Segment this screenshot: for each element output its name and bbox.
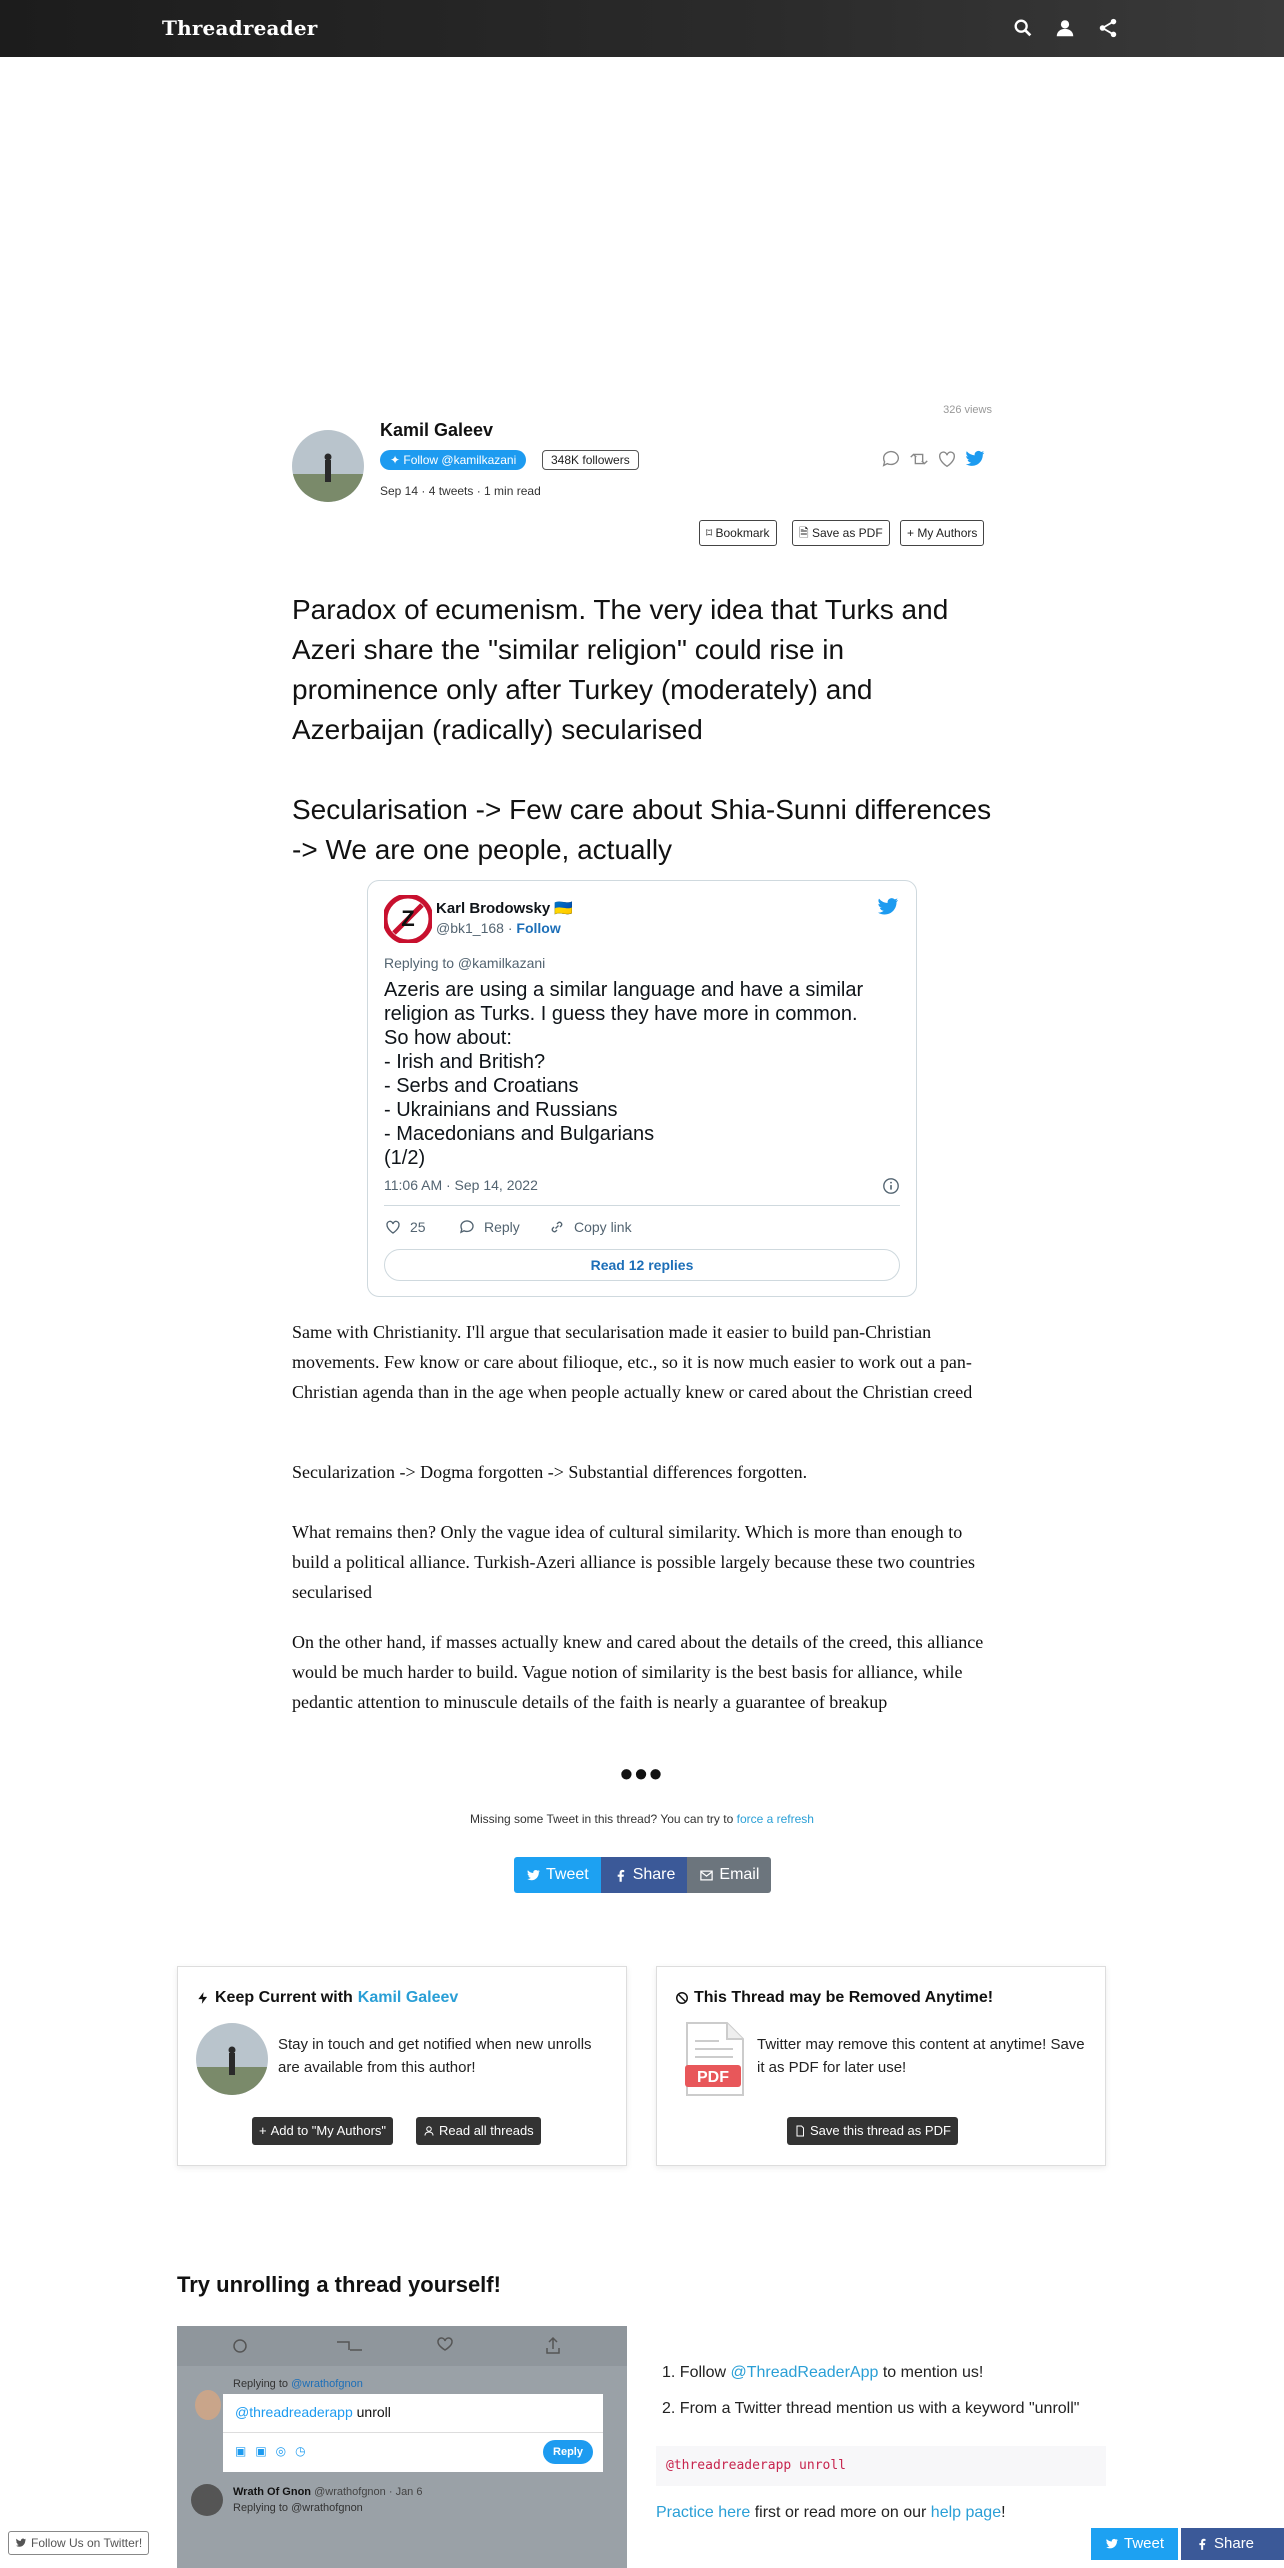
demo-unroll-word: unroll [356,2404,391,2420]
search-icon[interactable] [1012,17,1034,39]
removal-card-text: Twitter may remove this content at anytime! Save it as PDF for later use! [757,2036,1085,2076]
demo-replying-handle: @wrathofgnon [291,2378,363,2390]
tweet-label: Tweet [546,1866,589,1883]
demo-next-replying: Replying to @wrathofgnon [233,2502,363,2514]
save-thread-pdf-label: Save this thread as PDF [810,2123,951,2138]
twitter-icon [1105,2537,1119,2551]
retweet-icon[interactable] [908,448,930,475]
footer-share-label: Share [1214,2535,1255,2552]
twitter-icon[interactable] [964,448,986,475]
help-page-link[interactable]: help page [930,2504,1002,2521]
tweet-actions-row [880,448,986,475]
bolt-icon [196,1991,210,2005]
user-icon[interactable] [1054,17,1076,39]
demo-gnon-avatar [191,2484,223,2516]
embedded-like-button[interactable] [384,1218,426,1236]
demo-action-bar [177,2326,627,2366]
practice-mid-text: first or read more on our [754,2504,927,2521]
threadreaderapp-link[interactable]: @ThreadReaderApp [730,2364,879,2381]
demo-reply-button: Reply [543,2440,593,2464]
keep-author-link[interactable]: Kamil Galeev [357,1989,459,2006]
share-icon[interactable] [1097,17,1119,39]
my-authors-button[interactable] [900,520,984,546]
embedded-tweet-author[interactable]: Karl Brodowsky 🇺🇦 [436,900,574,917]
thread-meta: Sep 14 · 4 tweets · 1 min read [380,484,541,498]
demo-next-name: Wrath Of Gnon [233,2486,312,2498]
missing-text: Missing some Tweet in this thread? You can try to [470,1812,734,1826]
envelope-icon [699,1868,714,1883]
keep-current-title [196,1989,458,2007]
step1-suffix: to mention us! [882,2364,984,2381]
demo-next-handle: @wrathofgnon · Jan 6 [314,2486,423,2498]
share-buttons [514,1857,771,1893]
embedded-tweet-text: Azeris are using a similar language and have a similar religion as Turks. I guess they have more in common. So how about: - Irish and British? - Serbs and Croatians - Ukrainians and Russians - Macedonians and Bulgarians (1/2) [384,979,864,1169]
removal-card-title [675,1989,993,2007]
thread-tweet-1: Paradox of ecumenism. The very idea that Turks and Azeri share the "similar religion" could rise in prominence only after Turkey (moderately) and Azerbaijan (radically) secularised [292,594,949,745]
follow-label: Follow @kamilkazani [403,453,517,467]
author-avatar[interactable] [196,2023,268,2095]
step-2: 2. From a Twitter thread mention us with a keyword "unroll" [662,2400,1080,2417]
reply-label: Reply [484,1219,520,1235]
save-thread-pdf-button[interactable] [787,2117,958,2145]
unroll-steps [656,2364,1106,2436]
plus-icon: + [259,2123,267,2138]
twitter-icon[interactable] [876,895,900,919]
practice-here-link[interactable]: Practice here [656,2504,751,2521]
read-all-label: Read all threads [439,2123,534,2138]
divider [384,1205,900,1206]
demo-media-icons: ▣▣◎◷ [235,2444,315,2458]
practice-line [656,2504,1006,2522]
unroll-code-example: @threadreaderapp unroll [656,2446,1106,2486]
replying-to: Replying to @kamilkazani [384,955,546,971]
missing-tweet-note [292,1812,992,1826]
email-label: Email [719,1866,760,1883]
reply-icon [458,1218,476,1236]
facebook-share-button[interactable] [601,1857,688,1893]
demo-compose-box [223,2394,603,2472]
bookmark-label: Bookmark [715,526,770,540]
copy-link-label: Copy link [574,1219,632,1235]
footer-tweet-label: Tweet [1124,2535,1165,2552]
file-pdf-icon: 🗎 [799,526,812,540]
add-to-my-authors-button[interactable] [252,2117,393,2145]
view-count: 326 views [943,404,992,416]
tweet-share-button[interactable] [514,1857,601,1893]
embedded-tweet-avatar[interactable] [384,895,432,943]
thread-tweet-3: What remains then? Only the vague idea of cultural similarity. Which is more than enough to build a political alliance. Turkish-Azeri alliance is possible largely because these two countries secularised [292,1522,975,1602]
thread-tweet-2-continued: Secularization -> Dogma forgotten -> Substantial differences forgotten. [292,1462,808,1482]
read-all-threads-button[interactable] [416,2117,541,2145]
followers-count: 348K followers [542,450,639,470]
plus-icon: + [907,526,918,540]
embedded-reply-button[interactable] [458,1218,520,1236]
info-icon[interactable] [882,1177,900,1195]
force-refresh-link[interactable]: force a refresh [736,1812,814,1826]
share-label: Share [632,1866,676,1883]
thread-tweet-4: On the other hand, if masses actually knew and cared about the details of the creed, this alliance would be much harder to build. Vague notion of similarity is the best basis for alliance, while pedantic attention to minuscule details of the faith is nearly a guarantee of breakup [292,1632,984,1712]
facebook-icon [613,1868,628,1883]
footer-share-button[interactable] [1181,2528,1284,2560]
thread-removal-card [656,1966,1106,2166]
demo-compose-text [235,2404,391,2420]
file-pdf-icon [794,2125,806,2137]
my-authors-label: My Authors [917,526,978,540]
author-name[interactable]: Kamil Galeev [380,420,494,440]
link-icon [548,1218,566,1236]
keep-title-prefix: Keep Current with [215,1989,353,2006]
save-pdf-label: Save as PDF [811,526,883,540]
unroll-demo-image [177,2326,627,2568]
read-replies-button[interactable]: Read 12 replies [384,1249,900,1281]
embedded-tweet[interactable] [367,880,917,1297]
like-icon[interactable] [936,448,958,475]
removal-title-text: This Thread may be Removed Anytime! [694,1989,994,2006]
author-avatar[interactable] [292,430,364,502]
follow-us-button[interactable] [8,2531,149,2555]
svg-text:Z: Z [401,906,415,931]
user-icon [423,2125,435,2137]
embedded-follow-link[interactable]: Follow [516,920,561,936]
twitter-bird-icon: ✦ [390,453,404,467]
embedded-tweet-timestamp[interactable]: 11:06 AM · Sep 14, 2022 [384,1177,538,1193]
save-pdf-button[interactable] [792,520,890,546]
demo-mention: @threadreaderapp [235,2404,353,2420]
try-unrolling-heading: Try unrolling a thread yourself! [177,2272,501,2297]
pdf-file-icon [683,2021,747,2097]
keep-current-text: Stay in touch and get notified when new unrolls are available from this author! [278,2036,592,2076]
twitter-icon [15,2537,27,2549]
embedded-tweet-handle: @bk1_168 · Follow [436,920,561,936]
demo-divider [223,2432,603,2433]
reply-icon[interactable] [880,448,902,475]
follow-author-button[interactable] [380,450,526,470]
thread-tweet-2: Same with Christianity. I'll argue that secularisation made it easier to build pan-Christian movements. Few know or care about filioque, etc., so it is now much easier to work out a pan-Christian agenda than in the age when people actually knew or cared about the Christian creed [292,1322,973,1402]
step-1 [656,2364,1106,2382]
keep-current-card [177,1966,627,2166]
pdf-label: PDF [697,2069,729,2086]
brand-logo[interactable]: Threadreader [162,16,318,40]
ban-icon [675,1991,689,2005]
heart-icon [384,1218,402,1236]
bookmark-button[interactable] [699,520,777,546]
email-share-button[interactable] [687,1857,771,1893]
thread-end-ellipsis: ••• [620,1753,664,1794]
footer-tweet-button[interactable] [1091,2528,1178,2560]
follow-us-label: Follow Us on Twitter! [31,2536,143,2550]
top-navbar [0,0,1284,57]
facebook-icon [1195,2537,1209,2551]
thread-tweet-1-continued: Secularisation -> Few care about Shia-Sunni differences -> We are one people, actually [292,794,992,865]
demo-avatar [195,2390,221,2420]
twitter-icon [526,1868,541,1883]
embedded-copy-link-button[interactable] [548,1218,632,1236]
practice-end: ! [1001,2504,1006,2521]
demo-next-tweet [233,2486,422,2498]
step1-prefix: 1. Follow [662,2364,727,2381]
like-count: 25 [410,1219,426,1235]
add-authors-label: Add to "My Authors" [270,2123,387,2138]
handle-text: @bk1_168 [436,920,504,936]
demo-replying [233,2378,363,2390]
bookmark-icon: ⌑ [706,526,716,540]
demo-replying-label: Replying to [233,2378,289,2390]
